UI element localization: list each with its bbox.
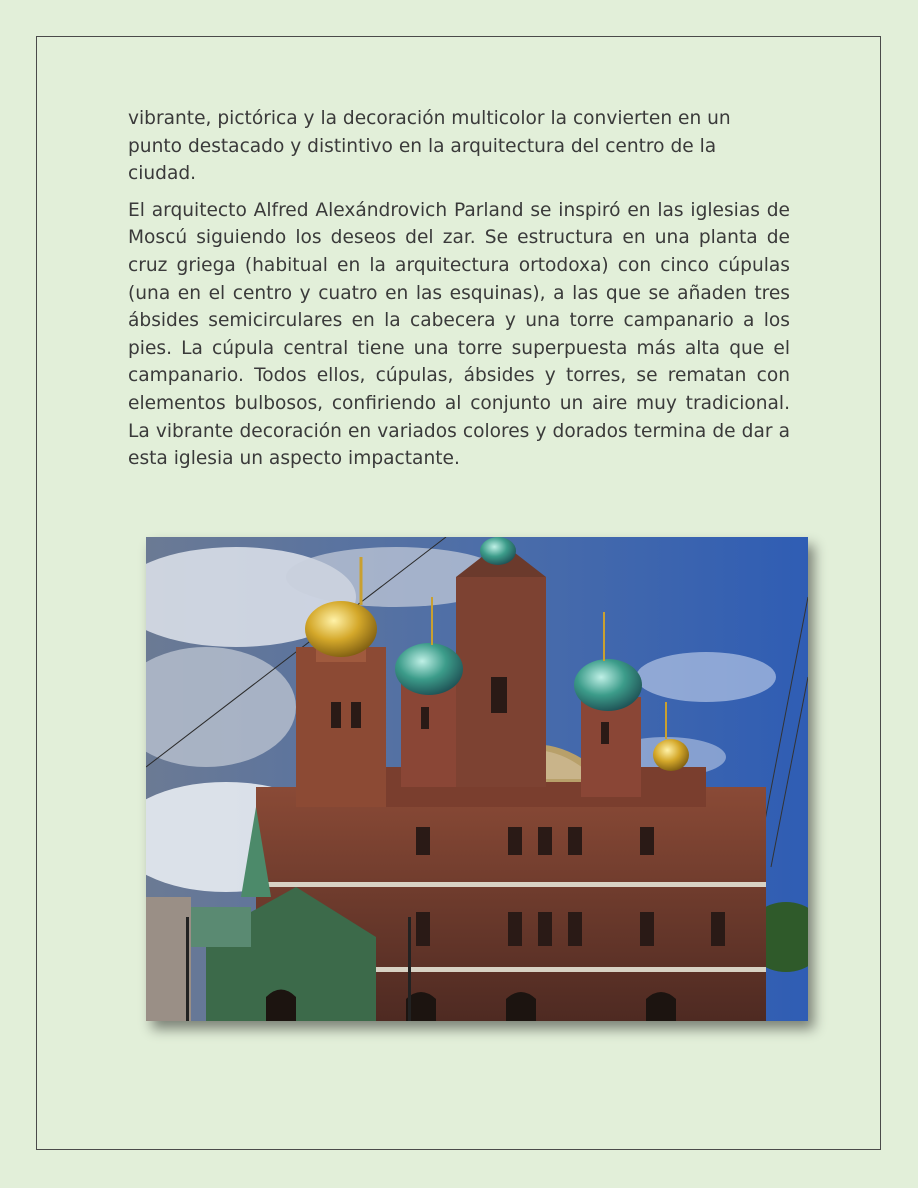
body-text [128,105,790,482]
paragraph-2: El arquitecto Alfred Alexándrovich Parland se inspiró en las iglesias de Moscú siguiendo los deseos del zar. Se estructura en una planta de cruz griega (habitual en la arquitectura ortodoxa) con cinco cúpulas (una en el centro y cuatro en las esquinas), a las que se añaden tres ábsides semicirculares en la cabecera y una torre campanario a los pies. La cúpula central tiene una torre superpuesta más alta que el campanario. Todos ellos, cúpulas, ábsides y torres, se rematan con elementos bulbosos, confiriendo al conjunto un aire muy tradicional. La vibrante decoración en variados colores y dorados termina de dar a esta iglesia un aspecto impactante. [128,199,790,470]
church-photo [146,537,808,1021]
paragraph-1: vibrante, pictórica y la decoración multicolor la convierten en un punto destacado y distintivo en la arquitectura del centro de la ciudad. [128,108,731,185]
